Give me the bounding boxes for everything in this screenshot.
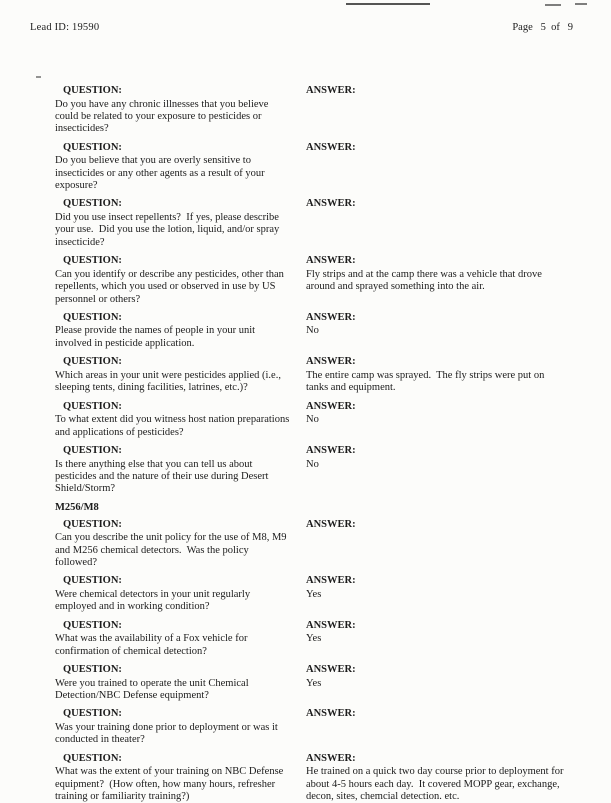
question-label: QUESTION:	[63, 575, 122, 587]
lead-id: Lead ID: 19590	[30, 22, 100, 33]
question-label: QUESTION:	[63, 85, 122, 96]
answer-text: He trained on a quick two day course prior to deployment for about 4-5 hours each day. It covered MOPP gear, exchange, decon, sites, chemcial detection. etc.	[306, 766, 567, 803]
qa-row	[55, 519, 569, 570]
question-label: QUESTION:	[63, 444, 122, 456]
qa-row	[55, 142, 569, 193]
question-text: Did you use insect repellents? If yes, please describe your use. Did you use the lotion, liquid, and/or spray insecticide?	[55, 212, 282, 248]
qa-row	[55, 575, 569, 613]
page-header	[0, 0, 611, 33]
answer-label: ANSWER:	[306, 664, 356, 676]
section-heading: M256/M8	[55, 501, 99, 513]
question-label: QUESTION:	[63, 518, 122, 530]
answer-text: Yes	[306, 588, 322, 600]
qa-row	[55, 312, 569, 350]
question-text: Do you have any chronic illnesses that you believe could be related to your exposure to pesticides or insecticides?	[55, 98, 272, 135]
scan-artifact	[545, 4, 561, 6]
question-label: QUESTION:	[63, 752, 122, 764]
answer-label: ANSWER:	[306, 400, 356, 412]
scan-artifact	[36, 76, 41, 78]
qa-row	[55, 664, 569, 702]
answer-cell	[306, 753, 569, 803]
question-label: QUESTION:	[63, 141, 122, 153]
answer-text: No	[306, 458, 319, 470]
question-text: Do you believe that you are overly sensitive to insecticides or any other agents as a result of your exposure?	[55, 155, 268, 192]
scan-artifact	[575, 3, 587, 5]
question-cell	[55, 85, 306, 136]
question-text: Were chemical detectors in your unit regularly employed and in working condition?	[55, 588, 253, 613]
answer-text: No	[306, 325, 319, 337]
answer-text: The entire camp was sprayed. The fly strips were put on tanks and equipment.	[306, 369, 547, 394]
question-label: QUESTION:	[63, 311, 122, 323]
question-cell	[55, 575, 306, 613]
question-cell	[55, 664, 306, 702]
qa-row	[55, 753, 569, 803]
page-number: Page 5 of 9	[512, 22, 573, 33]
question-label: QUESTION:	[63, 198, 122, 210]
qa-row	[55, 708, 569, 746]
answer-label: ANSWER:	[306, 752, 356, 764]
answer-label: ANSWER:	[306, 311, 356, 323]
question-label: QUESTION:	[63, 619, 122, 631]
question-cell	[55, 401, 306, 439]
qa-row	[55, 445, 569, 496]
question-cell	[55, 312, 306, 350]
answer-cell	[306, 445, 569, 496]
qa-row	[55, 85, 569, 136]
answer-text: Yes	[306, 677, 322, 689]
qa-row	[55, 356, 569, 394]
answer-cell	[306, 708, 569, 746]
answer-cell	[306, 664, 569, 702]
answer-cell	[306, 85, 569, 136]
answer-text: Yes	[306, 633, 322, 645]
answer-cell	[306, 401, 569, 439]
answer-label: ANSWER:	[306, 708, 356, 720]
answer-label: ANSWER:	[306, 198, 356, 210]
question-label: QUESTION:	[63, 356, 122, 368]
answer-label: ANSWER:	[306, 619, 356, 631]
question-cell	[55, 620, 306, 658]
answer-label: ANSWER:	[306, 444, 356, 456]
question-text: Is there anything else that you can tell us about pesticides and the nature of their use during Desert Shield/Storm?	[55, 458, 272, 495]
answer-cell	[306, 575, 569, 613]
answer-label: ANSWER:	[306, 518, 356, 530]
answer-cell	[306, 356, 569, 394]
answer-cell	[306, 620, 569, 658]
question-cell	[55, 255, 306, 306]
qa-row	[55, 620, 569, 658]
qa-row	[55, 401, 569, 439]
question-cell	[55, 198, 306, 249]
scan-artifact	[346, 3, 430, 5]
answer-cell	[306, 519, 569, 570]
question-cell	[55, 708, 306, 746]
qa-row	[55, 198, 569, 249]
qa-row	[55, 255, 569, 306]
question-label: QUESTION:	[63, 255, 122, 267]
answer-cell	[306, 255, 569, 306]
answer-label: ANSWER:	[306, 575, 356, 587]
question-label: QUESTION:	[63, 400, 122, 412]
question-text: What was the availability of a Fox vehicle for confirmation of chemical detection?	[55, 633, 251, 657]
question-text: Can you describe the unit policy for the use of M8, M9 and M256 chemical detectors. Was the policy followed?	[55, 532, 290, 568]
question-text: Were you trained to operate the unit Chemical Detection/NBC Defense equipment?	[55, 677, 252, 701]
question-cell	[55, 445, 306, 496]
answer-cell	[306, 312, 569, 350]
qa-list	[0, 33, 611, 803]
question-cell	[55, 519, 306, 570]
answer-text: Fly strips and at the camp there was a vehicle that drove around and sprayed something into the air.	[306, 268, 545, 293]
question-cell	[55, 753, 306, 803]
question-cell	[55, 142, 306, 193]
question-label: QUESTION:	[63, 664, 122, 676]
question-text: Was your training done prior to deployment or was it conducted in theater?	[55, 721, 281, 746]
question-cell	[55, 356, 306, 394]
question-text: Please provide the names of people in your unit involved in pesticide application.	[55, 325, 258, 349]
question-text: Which areas in your unit were pesticides applied (i.e., sleeping tents, dining facilities, latrines, etc.)?	[55, 369, 284, 394]
answer-label: ANSWER:	[306, 85, 356, 96]
answer-label: ANSWER:	[306, 356, 356, 368]
question-label: QUESTION:	[63, 708, 122, 720]
answer-label: ANSWER:	[306, 255, 356, 267]
question-text: Can you identify or describe any pesticides, other than repellents, which you used or observed in use by US personnel or others?	[55, 268, 287, 305]
answer-text: No	[306, 414, 319, 426]
answer-cell	[306, 142, 569, 193]
question-text: To what extent did you witness host nation preparations and applications of pesticides?	[55, 414, 292, 438]
answer-label: ANSWER:	[306, 141, 356, 153]
question-text: What was the extent of your training on NBC Defense equipment? (How often, how many hours, refresher training or familiarity training?)	[55, 766, 286, 803]
answer-cell	[306, 198, 569, 249]
